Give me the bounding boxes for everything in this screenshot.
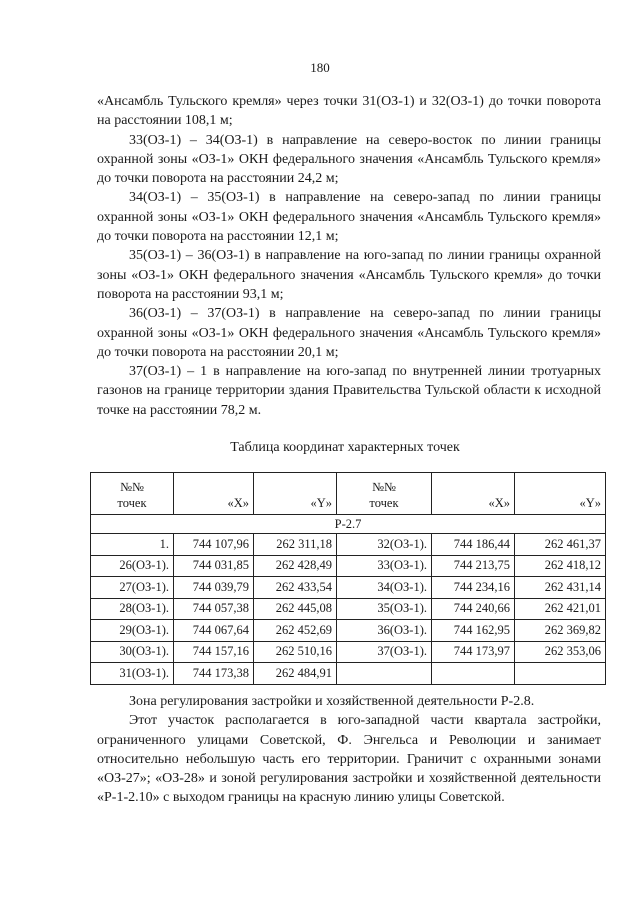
coord-x-cell: 744 162,95 <box>432 620 515 642</box>
coord-y-cell: 262 353,06 <box>515 641 606 663</box>
coord-y-cell: 262 445,08 <box>254 598 337 620</box>
coord-y-cell: 262 510,16 <box>254 641 337 663</box>
coord-x-cell: 744 107,96 <box>174 534 254 556</box>
zone-heading: Зона регулирования застройки и хозяйственной деятельности Р-2.8. <box>129 694 535 709</box>
point-no-cell: 26(ОЗ-1). <box>91 555 174 577</box>
point-no-cell: 32(ОЗ-1). <box>337 534 432 556</box>
coord-y-cell: 262 369,82 <box>515 620 606 642</box>
table-header-row <box>91 473 606 515</box>
paragraph: 37(ОЗ-1) – 1 в направление на юго-запад по внутренней линии тротуарных газонов на границе территории здания Правительства Тульской области к исходной точке на расстоянии 78,2 м. <box>97 364 601 418</box>
table-row <box>91 577 606 599</box>
point-no-cell: 29(ОЗ-1). <box>91 620 174 642</box>
coord-x-cell: 744 213,75 <box>432 555 515 577</box>
table-row <box>91 534 606 556</box>
table-row <box>91 663 606 685</box>
zone-row <box>91 515 606 534</box>
coord-x-cell <box>432 663 515 685</box>
coordinates-table <box>90 472 606 685</box>
header-point-no: №№ точек <box>337 473 432 515</box>
coord-x-cell: 744 173,97 <box>432 641 515 663</box>
point-no-cell: 34(ОЗ-1). <box>337 577 432 599</box>
table-row <box>91 598 606 620</box>
coord-y-cell: 262 433,54 <box>254 577 337 599</box>
header-y: «Y» <box>515 473 606 515</box>
coord-y-cell: 262 311,18 <box>254 534 337 556</box>
paragraph: 33(ОЗ-1) – 34(ОЗ-1) в направление на северо-восток по линии границы охранной зоны «ОЗ-1» ОКН федерального значения «Ансамбль Тульского кремля» до точки поворота на расстоянии 24,2 м; <box>97 132 601 187</box>
coord-y-cell: 262 431,14 <box>515 577 606 599</box>
coord-x-cell: 744 173,38 <box>174 663 254 685</box>
point-no-cell: 1. <box>91 534 174 556</box>
paragraph: 35(ОЗ-1) – 36(ОЗ-1) в направление на юго-запад по линии границы охранной зоны «ОЗ-1» ОКН федерального значения «Ансамбль Тульского кремля» до точки поворота на расстоянии 93,1 м; <box>97 248 601 302</box>
coord-x-cell: 744 067,64 <box>174 620 254 642</box>
table-row <box>91 555 606 577</box>
paragraph: Этот участок располагается в юго-западной части квартала застройки, ограниченного улицами Советской, Ф. Энгельса и Революции и занимает относительно небольшую часть его территории. Граничит с охранными зонами «ОЗ-27»; «ОЗ-28» и зоной регулирования застройки и хозяйственной деятельности «Р-1-2.10» с выходом границы на красную линию улицы Советской. <box>97 713 601 806</box>
header-point-no: №№ точек <box>91 473 174 515</box>
body-text <box>97 92 601 420</box>
point-no-cell: 30(ОЗ-1). <box>91 641 174 663</box>
coord-y-cell <box>515 663 606 685</box>
point-no-cell: 33(ОЗ-1). <box>337 555 432 577</box>
paragraph: «Ансамбль Тульского кремля» через точки 31(ОЗ-1) и 32(ОЗ-1) до точки поворота на расстоянии 108,1 м; <box>97 94 601 129</box>
coord-y-cell: 262 452,69 <box>254 620 337 642</box>
paragraph: 36(ОЗ-1) – 37(ОЗ-1) в направление на северо-запад по линии границы охранной зоны «ОЗ-1» ОКН федерального значения «Ансамбль Тульского кремля» до точки поворота на расстоянии 20,1 м; <box>97 306 601 360</box>
coord-y-cell: 262 461,37 <box>515 534 606 556</box>
point-no-cell: 37(ОЗ-1). <box>337 641 432 663</box>
coord-x-cell: 744 039,79 <box>174 577 254 599</box>
paragraph: 34(ОЗ-1) – 35(ОЗ-1) в направление на северо-запад по линии границы охранной зоны «ОЗ-1» ОКН федерального значения «Ансамбль Тульского кремля» до точки поворота на расстоянии 12,1 м; <box>97 190 601 245</box>
coord-x-cell: 744 186,44 <box>432 534 515 556</box>
coord-y-cell: 262 421,01 <box>515 598 606 620</box>
header-x: «X» <box>432 473 515 515</box>
point-no-cell: 35(ОЗ-1). <box>337 598 432 620</box>
coord-y-cell: 262 418,12 <box>515 555 606 577</box>
coord-x-cell: 744 057,38 <box>174 598 254 620</box>
point-no-cell: 27(ОЗ-1). <box>91 577 174 599</box>
point-no-cell: 36(ОЗ-1). <box>337 620 432 642</box>
point-no-cell <box>337 663 432 685</box>
coord-x-cell: 744 157,16 <box>174 641 254 663</box>
coord-y-cell: 262 484,91 <box>254 663 337 685</box>
coord-y-cell: 262 428,49 <box>254 555 337 577</box>
table-row <box>91 641 606 663</box>
header-y: «Y» <box>254 473 337 515</box>
point-no-cell: 31(ОЗ-1). <box>91 663 174 685</box>
table-row <box>91 620 606 642</box>
table-title: Таблица координат характерных точек <box>230 440 460 455</box>
zone-label: Р-2.7 <box>91 515 606 534</box>
point-no-cell: 28(ОЗ-1). <box>91 598 174 620</box>
coord-x-cell: 744 240,66 <box>432 598 515 620</box>
coord-x-cell: 744 234,16 <box>432 577 515 599</box>
zone-section <box>97 692 601 808</box>
coord-x-cell: 744 031,85 <box>174 555 254 577</box>
page-number: 180 <box>310 60 330 75</box>
header-x: «X» <box>174 473 254 515</box>
